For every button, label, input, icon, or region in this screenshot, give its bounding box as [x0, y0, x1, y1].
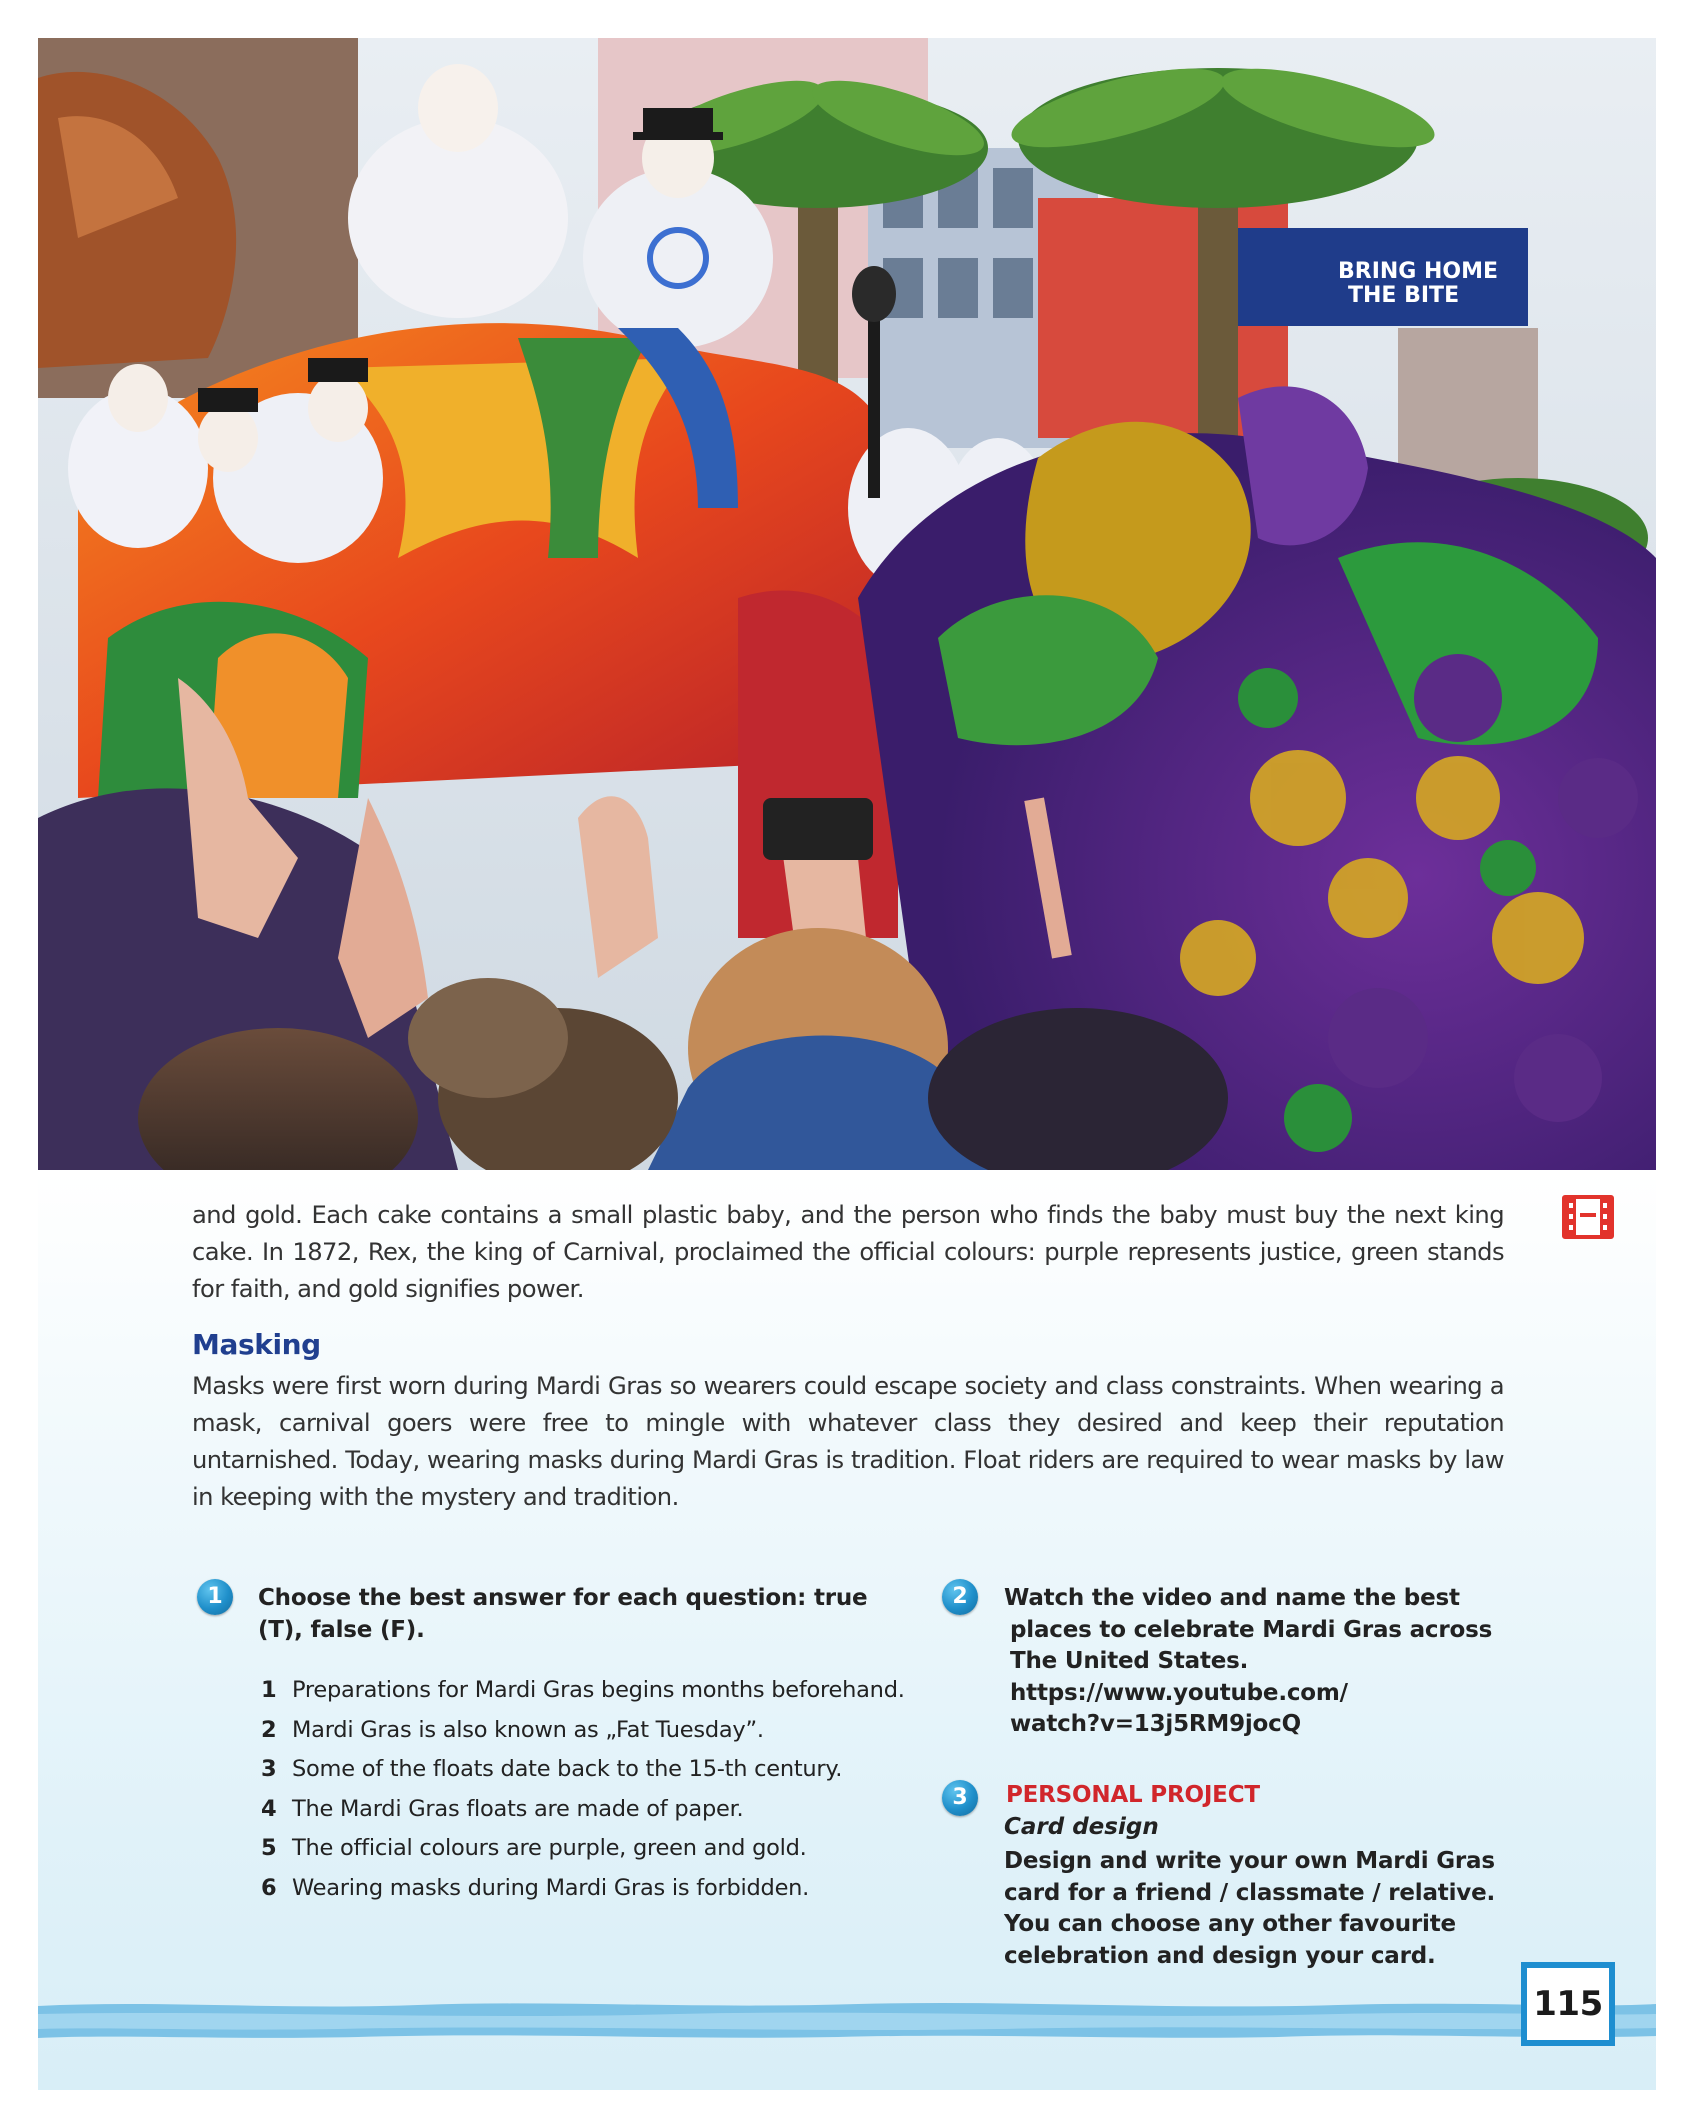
masking-heading: Masking — [192, 1328, 321, 1361]
exercise-3-text — [1004, 1846, 1524, 1972]
question-number: 6 — [261, 1874, 277, 1901]
question-number: 1 — [261, 1677, 277, 1703]
exercise-3-line1: Design and write your own Mardi Gras — [1004, 1848, 1495, 1874]
masking-paragraph: Masks were first worn during Mardi Gras so wearers could escape society and class constraints. When wearing a mask, carnival goers were free to mingle with whatever class they desired and keep their reputation untarnished. Today, wearing masks during Mardi Gras is tradition. Float riders are required to wear masks by law in keeping with the mystery and tradition. — [192, 1372, 1504, 1511]
question-number: 2 — [261, 1716, 277, 1743]
exercise-2-line1: Watch the video and name the best — [1004, 1585, 1460, 1611]
film-strip-icon[interactable] — [1562, 1195, 1614, 1239]
question-text: Preparations for Mardi Gras begins months beforehand. — [292, 1677, 905, 1703]
question-text: Some of the floats date back to the 15-th century. — [292, 1756, 843, 1782]
exercise-1-title-line1: Choose the best answer for each question: true — [258, 1585, 868, 1611]
film-hole — [1569, 1214, 1573, 1219]
film-hole — [1603, 1203, 1607, 1208]
question-item — [258, 1671, 918, 1711]
question-item — [258, 1711, 918, 1751]
mardi-gras-parade-photo — [38, 38, 1656, 1170]
film-hole — [1603, 1214, 1607, 1219]
personal-project-label: PERSONAL PROJECT — [1006, 1782, 1260, 1808]
question-item — [258, 1869, 918, 1909]
exercise-2-number-badge: 2 — [942, 1579, 978, 1615]
exercise-3-line2: card for a friend / classmate / relative. — [1004, 1879, 1496, 1906]
question-number: 4 — [261, 1795, 277, 1822]
film-hole — [1569, 1225, 1573, 1230]
exercise-2-line2: places to celebrate Mardi Gras across — [1010, 1616, 1493, 1643]
svg-text:THE BITE: THE BITE — [1348, 283, 1460, 308]
exercise-1-question-list — [258, 1671, 918, 1908]
watercolor-band-decoration — [38, 2000, 1656, 2040]
question-number: 5 — [261, 1835, 277, 1861]
question-item — [258, 1790, 918, 1830]
question-number: 3 — [261, 1756, 277, 1782]
question-text: Wearing masks during Mardi Gras is forbidden. — [292, 1874, 810, 1901]
film-frame-divider — [1580, 1213, 1596, 1217]
question-text: Mardi Gras is also known as „Fat Tuesday”. — [292, 1716, 764, 1743]
exercise-3-line4: celebration and design your card. — [1004, 1942, 1436, 1969]
exercise-3-line3: You can choose any other favourite — [1004, 1911, 1456, 1937]
exercise-1-number-badge: 1 — [197, 1579, 233, 1615]
parade-photo-illustration — [38, 38, 1656, 1170]
question-text: The official colours are purple, green and gold. — [292, 1835, 807, 1861]
page-number: 115 — [1521, 1962, 1615, 2046]
film-hole — [1569, 1203, 1573, 1208]
card-design-subtitle: Card design — [1004, 1814, 1159, 1840]
exercise-2-text — [1004, 1583, 1524, 1741]
intro-paragraph: and gold. Each cake contains a small plastic baby, and the person who finds the baby must buy the next king cake. In 1872, Rex, the king of Carnival, proclaimed the official colours: purple represents justice, green stands for faith, and gold signifies power. — [192, 1201, 1504, 1303]
film-hole — [1603, 1225, 1607, 1230]
question-text: The Mardi Gras floats are made of paper. — [292, 1795, 744, 1822]
exercise-3-number-badge: 3 — [942, 1780, 978, 1816]
exercise-2-line3: The United States. — [1010, 1648, 1249, 1674]
exercise-1-title-line2: (T), false (F). — [258, 1616, 425, 1643]
question-item — [258, 1750, 918, 1790]
billboard-text: BRING HOME — [1338, 259, 1499, 284]
question-item — [258, 1829, 918, 1869]
video-link-line2[interactable]: watch?v=13j5RM9jocQ — [1010, 1711, 1301, 1737]
video-link-line1[interactable]: https://www.youtube.com/ — [1010, 1679, 1348, 1706]
exercise-1-title — [258, 1583, 908, 1646]
